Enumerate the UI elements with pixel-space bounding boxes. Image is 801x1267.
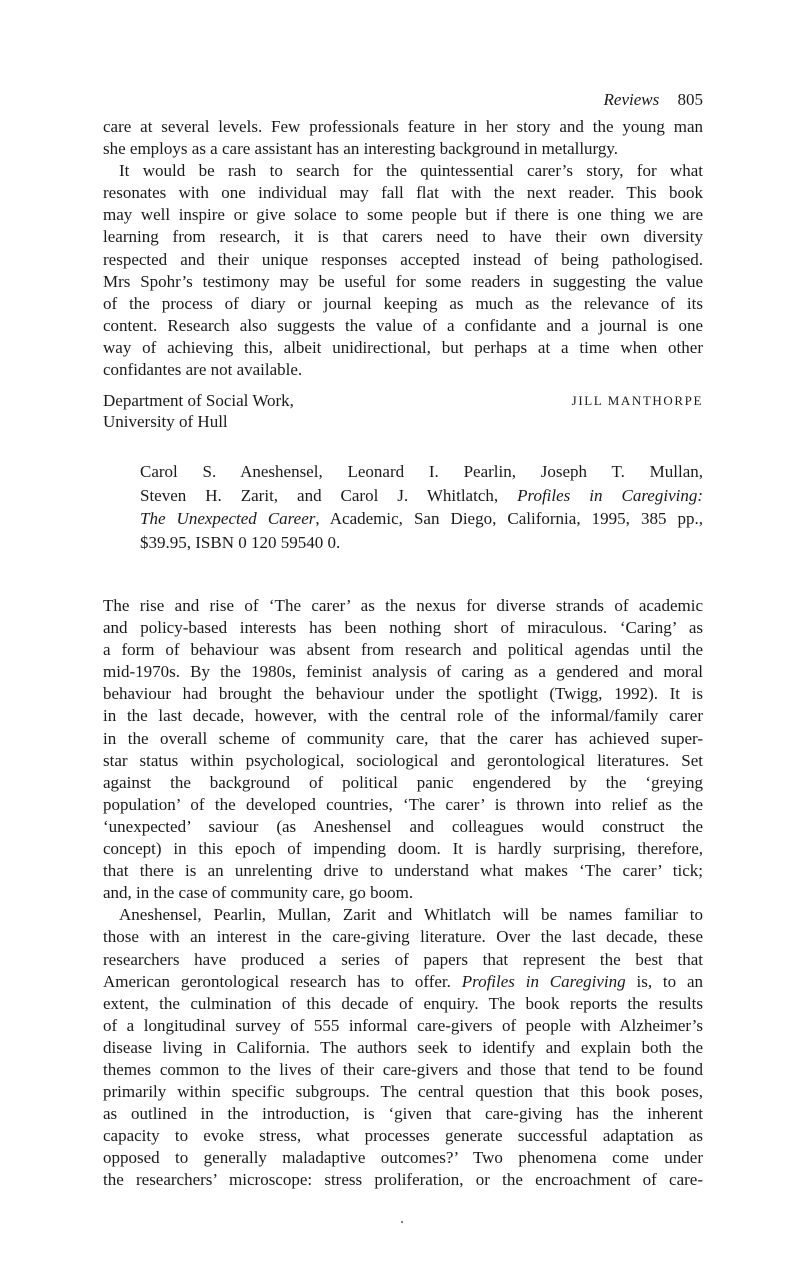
running-header — [604, 90, 703, 110]
text-segment: is, to an — [625, 971, 703, 991]
text-line: mid-1970s. By the 1980s, feminist analysis of caring as a gendered and moral — [103, 662, 703, 682]
text-segment: , Academic, San Diego, California, 1995, 385 pp., — [315, 509, 703, 528]
italic-title: Profiles in Caregiving — [461, 971, 626, 991]
text-line: care at several levels. Few professionals feature in her story and the young man — [103, 117, 703, 136]
text-line: those with an interest in the care-giving literature. Over the last decade, these — [103, 927, 703, 947]
text-line: a form of behaviour was absent from research and political agendas until the — [103, 640, 703, 660]
text-line: in the overall scheme of community care, that the carer has achieved super- — [103, 728, 703, 748]
text-line: star status within psychological, sociological and gerontological literatures. Set — [103, 750, 703, 770]
text-line — [103, 971, 703, 993]
text-line: Aneshensel, Pearlin, Mullan, Zarit and Whitlatch will be names familiar to — [119, 905, 703, 925]
text-line: ‘unexpected’ saviour (as Aneshensel and colleagues would construct the — [103, 816, 703, 836]
text-line: extent, the culmination of this decade of enquiry. The book reports the results — [103, 993, 703, 1013]
text-line: against the background of political panic engendered by the ‘greying — [103, 772, 703, 792]
text-line: respected and their unique responses accepted instead of being pathologised. — [103, 249, 703, 269]
affiliation-line: Department of Social Work, — [103, 391, 294, 410]
text-segment: Steven H. Zarit, and Carol J. Whitlatch, — [140, 485, 518, 505]
text-line — [140, 484, 703, 508]
text-line: capacity to evoke stress, what processes generate successful adaptation as — [103, 1126, 703, 1146]
text-line: researchers have produced a series of papers that represent the best that — [103, 949, 703, 969]
text-segment: Carol S. Aneshensel, Leonard I. Pearlin, Joseph T. Mullan, — [140, 462, 703, 481]
text-line: of a longitudinal survey of 555 informal care-givers of people with Alzheimer’s — [103, 1015, 703, 1035]
text-line: The rise and rise of ‘The carer’ as the nexus for diverse strands of academic — [103, 596, 703, 615]
text-line: resonates with one individual may fall flat with the next reader. This book — [103, 183, 703, 203]
text-line: may well inspire or give solace to some people but if there is one thing we are — [103, 205, 703, 225]
italic-title: The Unexpected Career — [140, 509, 316, 528]
text-line: of the process of diary or journal keeping as much as the relevance of its — [103, 293, 703, 313]
text-line — [140, 460, 703, 484]
text-line: that there is an unrelenting drive to understand what makes ‘The carer’ tick; — [103, 861, 703, 881]
text-line: learning from research, it is that carers need to have their own diversity — [103, 227, 703, 247]
section-title: Reviews — [603, 90, 660, 109]
text-line: Mrs Spohr’s testimony may be useful for some readers in suggesting the value — [103, 271, 703, 291]
italic-title: Profiles in Caregiving: — [517, 485, 703, 505]
text-segment: $39.95, ISBN 0 120 59540 0. — [140, 532, 341, 552]
text-line: confidantes are not available. — [103, 360, 303, 380]
text-line: in the last decade, however, with the central role of the informal/family carer — [103, 706, 703, 726]
review-2-body — [103, 595, 703, 1192]
text-segment: American gerontological research has to offer. — [103, 971, 462, 991]
book-citation — [140, 460, 703, 554]
text-line: primarily within specific subgroups. The central question that this book poses, — [103, 1082, 703, 1102]
text-line: opposed to generally maladaptive outcomes?’ Two phenomena come under — [103, 1148, 703, 1168]
text-line: It would be rash to search for the quintessential carer’s story, for what — [119, 161, 703, 181]
text-line — [140, 507, 703, 531]
text-line: and policy-based interests has been nothing short of miraculous. ‘Caring’ as — [103, 618, 703, 638]
page-number: 805 — [677, 90, 703, 109]
review-1-body — [103, 116, 703, 381]
text-line: the researchers’ microscope: stress proliferation, or the encroachment of care- — [103, 1170, 703, 1190]
affiliation-line: University of Hull — [103, 412, 228, 431]
reviewer-name: JILL MANTHORPE — [571, 393, 703, 408]
page-mark — [401, 1221, 403, 1223]
text-line: she employs as a care assistant has an interesting background in metallurgy. — [103, 139, 619, 159]
text-line — [140, 531, 703, 555]
text-line: as outlined in the introduction, is ‘given that care-giving has the inherent — [103, 1104, 703, 1124]
text-line: concept) in this epoch of impending doom. It is hardly surprising, therefore, — [103, 839, 703, 859]
text-line: and, in the case of community care, go boom. — [103, 883, 414, 903]
text-line: themes common to the lives of their care-givers and those that tend to be found — [103, 1059, 703, 1079]
text-line: population’ of the developed countries, ‘The carer’ is thrown into relief as the — [103, 794, 703, 814]
text-line: content. Research also suggests the value of a confidante and a journal is one — [103, 315, 703, 335]
text-line: disease living in California. The authors seek to identify and explain both the — [103, 1037, 703, 1057]
text-line: behaviour had brought the behaviour under the spotlight (Twigg, 1992). It is — [103, 684, 703, 704]
reviewer-affiliation — [103, 390, 294, 432]
text-line: way of achieving this, albeit unidirectional, but perhaps at a time when other — [103, 337, 703, 357]
